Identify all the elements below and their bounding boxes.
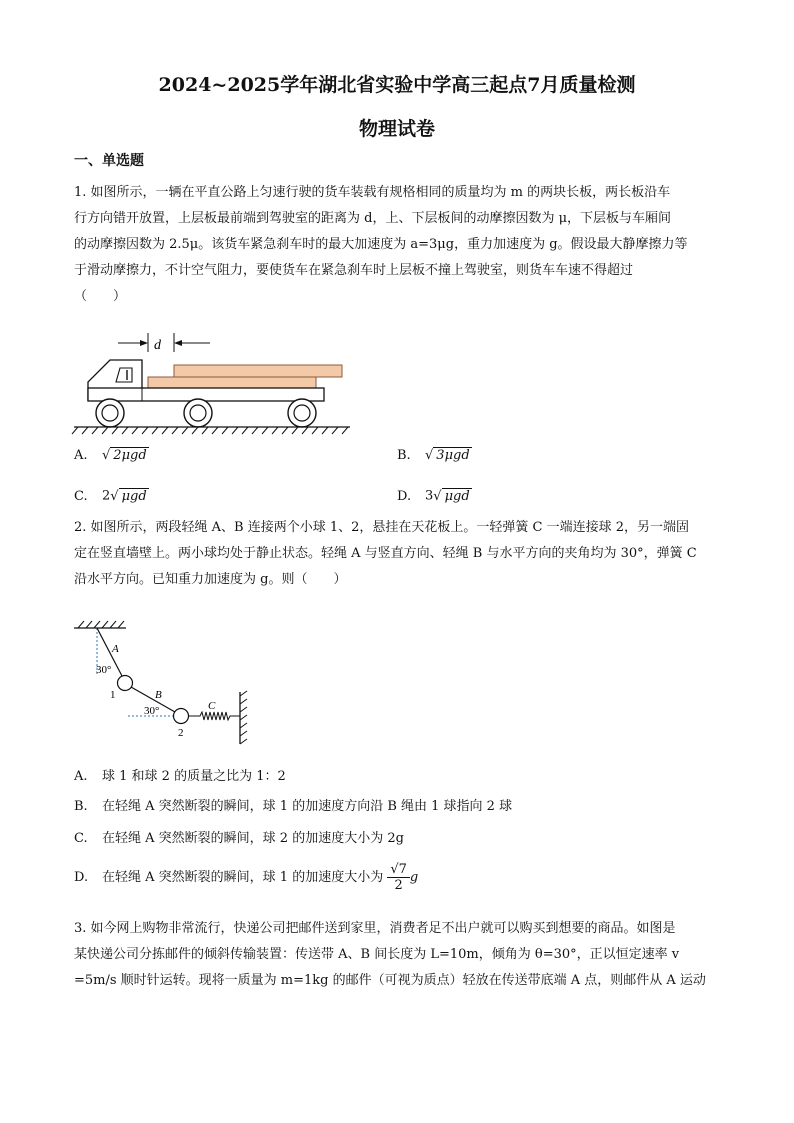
q1-line: 1. 如图所示，一辆在平直公路上匀速行驶的货车装载有规格相同的质量均为 m 的两块长板，两长板沿车 [74, 185, 671, 200]
question-2-stem [74, 515, 722, 593]
angle-label: 30° [96, 664, 112, 676]
radicand: 2μgd [110, 447, 148, 463]
q1-line: 行方向错开放置，上层板最前端到驾驶室的距离为 d，上、下层板间的动摩擦因数为 μ，下层板与车厢间 [74, 211, 672, 226]
q1-option-a[interactable]: A. √ 2μgd [74, 447, 147, 463]
option-label: D. [74, 870, 89, 885]
option-label: B. [74, 799, 88, 814]
q3-line: =5m/s 顺时针运转。现将一质量为 m=1kg 的邮件（可视为质点）轻放在传送带底端 A 点，则邮件从 A 运动 [74, 973, 706, 988]
radicand: μgd [119, 488, 149, 504]
option-coef: 3 [425, 488, 434, 504]
q2-option-a[interactable] [74, 765, 286, 784]
q1-line: 的动摩擦因数为 2.5μ。该货车紧急刹车时的最大加速度为 a=3μg，重力加速度为 g。假设最大静摩擦力等 [74, 237, 688, 252]
exam-title: 2024~2025学年湖北省实验中学高三起点7月质量检测 [158, 74, 636, 96]
spring-c-label: C [208, 700, 216, 712]
option-coef: 2 [102, 488, 111, 504]
exam-subtitle: 物理试卷 [358, 118, 435, 140]
q3-line: 某快递公司分拣邮件的倾斜传输装置：传送带 A、B 间长度为 L=10m，倾角为 θ=30°，正以恒定速率 v [74, 947, 680, 962]
radicand: 3μgd [433, 447, 471, 463]
radicand: μgd [442, 488, 472, 504]
q2-line: 定在竖直墙壁上。两小球均处于静止状态。轻绳 A 与竖直方向、轻绳 B 与水平方向的夹角均为 30°，弹簧 C [74, 546, 697, 561]
ball-1-label: 1 [110, 689, 116, 701]
upper-board [174, 365, 342, 377]
option-text: 球 1 和球 2 的质量之比为 1：2 [102, 769, 286, 784]
q1-option-d[interactable]: D. 3√ μgd [397, 488, 470, 504]
option-label: C. [74, 488, 88, 504]
q2-option-d[interactable] [74, 862, 418, 893]
option-tail: g [409, 870, 419, 885]
truck-figure [70, 330, 360, 435]
q1-line: 于滑动摩擦力，不计空气阻力，要使货车在紧急刹车时上层板不撞上驾驶室，则货车车速不得超过 [74, 263, 634, 278]
ball-1 [118, 676, 133, 691]
q1-option-b[interactable]: B. √ 3μgd [397, 447, 470, 463]
question-3-stem [74, 916, 722, 994]
balls-figure [70, 618, 260, 748]
wheel [288, 399, 316, 427]
option-label: D. [397, 488, 412, 504]
option-text: 在轻绳 A 突然断裂的瞬间，球 2 的加速度大小为 2g [102, 831, 404, 846]
rope-a-label: A [112, 643, 119, 655]
q2-line: 2. 如图所示，两段轻绳 A、B 连接两个小球 1、2，悬挂在天花板上。一轻弹簧 C 一端连接球 2，另一端固 [74, 520, 690, 535]
q1-line: （ ） [74, 289, 127, 304]
spring-c [189, 712, 240, 720]
question-1-stem [74, 180, 722, 310]
option-label: C. [74, 831, 88, 846]
rope-b-label: B [155, 689, 162, 701]
lower-board [148, 377, 316, 388]
option-label: B. [397, 447, 411, 463]
angle-label: 30° [144, 705, 160, 717]
q2-option-b[interactable] [74, 795, 512, 814]
wheel [184, 399, 212, 427]
option-label: A. [74, 447, 88, 463]
d-label: d [154, 338, 161, 353]
ball-2 [174, 709, 189, 724]
ball-2-label: 2 [178, 727, 184, 739]
fraction-denominator: 2 [394, 878, 403, 893]
option-text: 在轻绳 A 突然断裂的瞬间，球 1 的加速度方向沿 B 绳由 1 球指向 2 球 [102, 799, 513, 814]
option-text: 在轻绳 A 突然断裂的瞬间，球 1 的加速度大小为 [102, 870, 384, 885]
q2-line: 沿水平方向。已知重力加速度为 g。则（ ） [74, 572, 347, 587]
truck-bed [88, 388, 324, 401]
section-heading: 一、单选题 [74, 153, 144, 169]
q2-option-c[interactable] [74, 827, 404, 846]
fraction-numerator: √7 [387, 862, 410, 878]
q3-line: 3. 如今网上购物非常流行，快递公司把邮件送到家里，消费者足不出户就可以购买到想要的商品。如图是 [74, 921, 676, 936]
q1-option-c[interactable]: C. 2√ μgd [74, 488, 147, 504]
fraction [387, 862, 410, 893]
wheel [96, 399, 124, 427]
option-label: A. [74, 769, 88, 784]
